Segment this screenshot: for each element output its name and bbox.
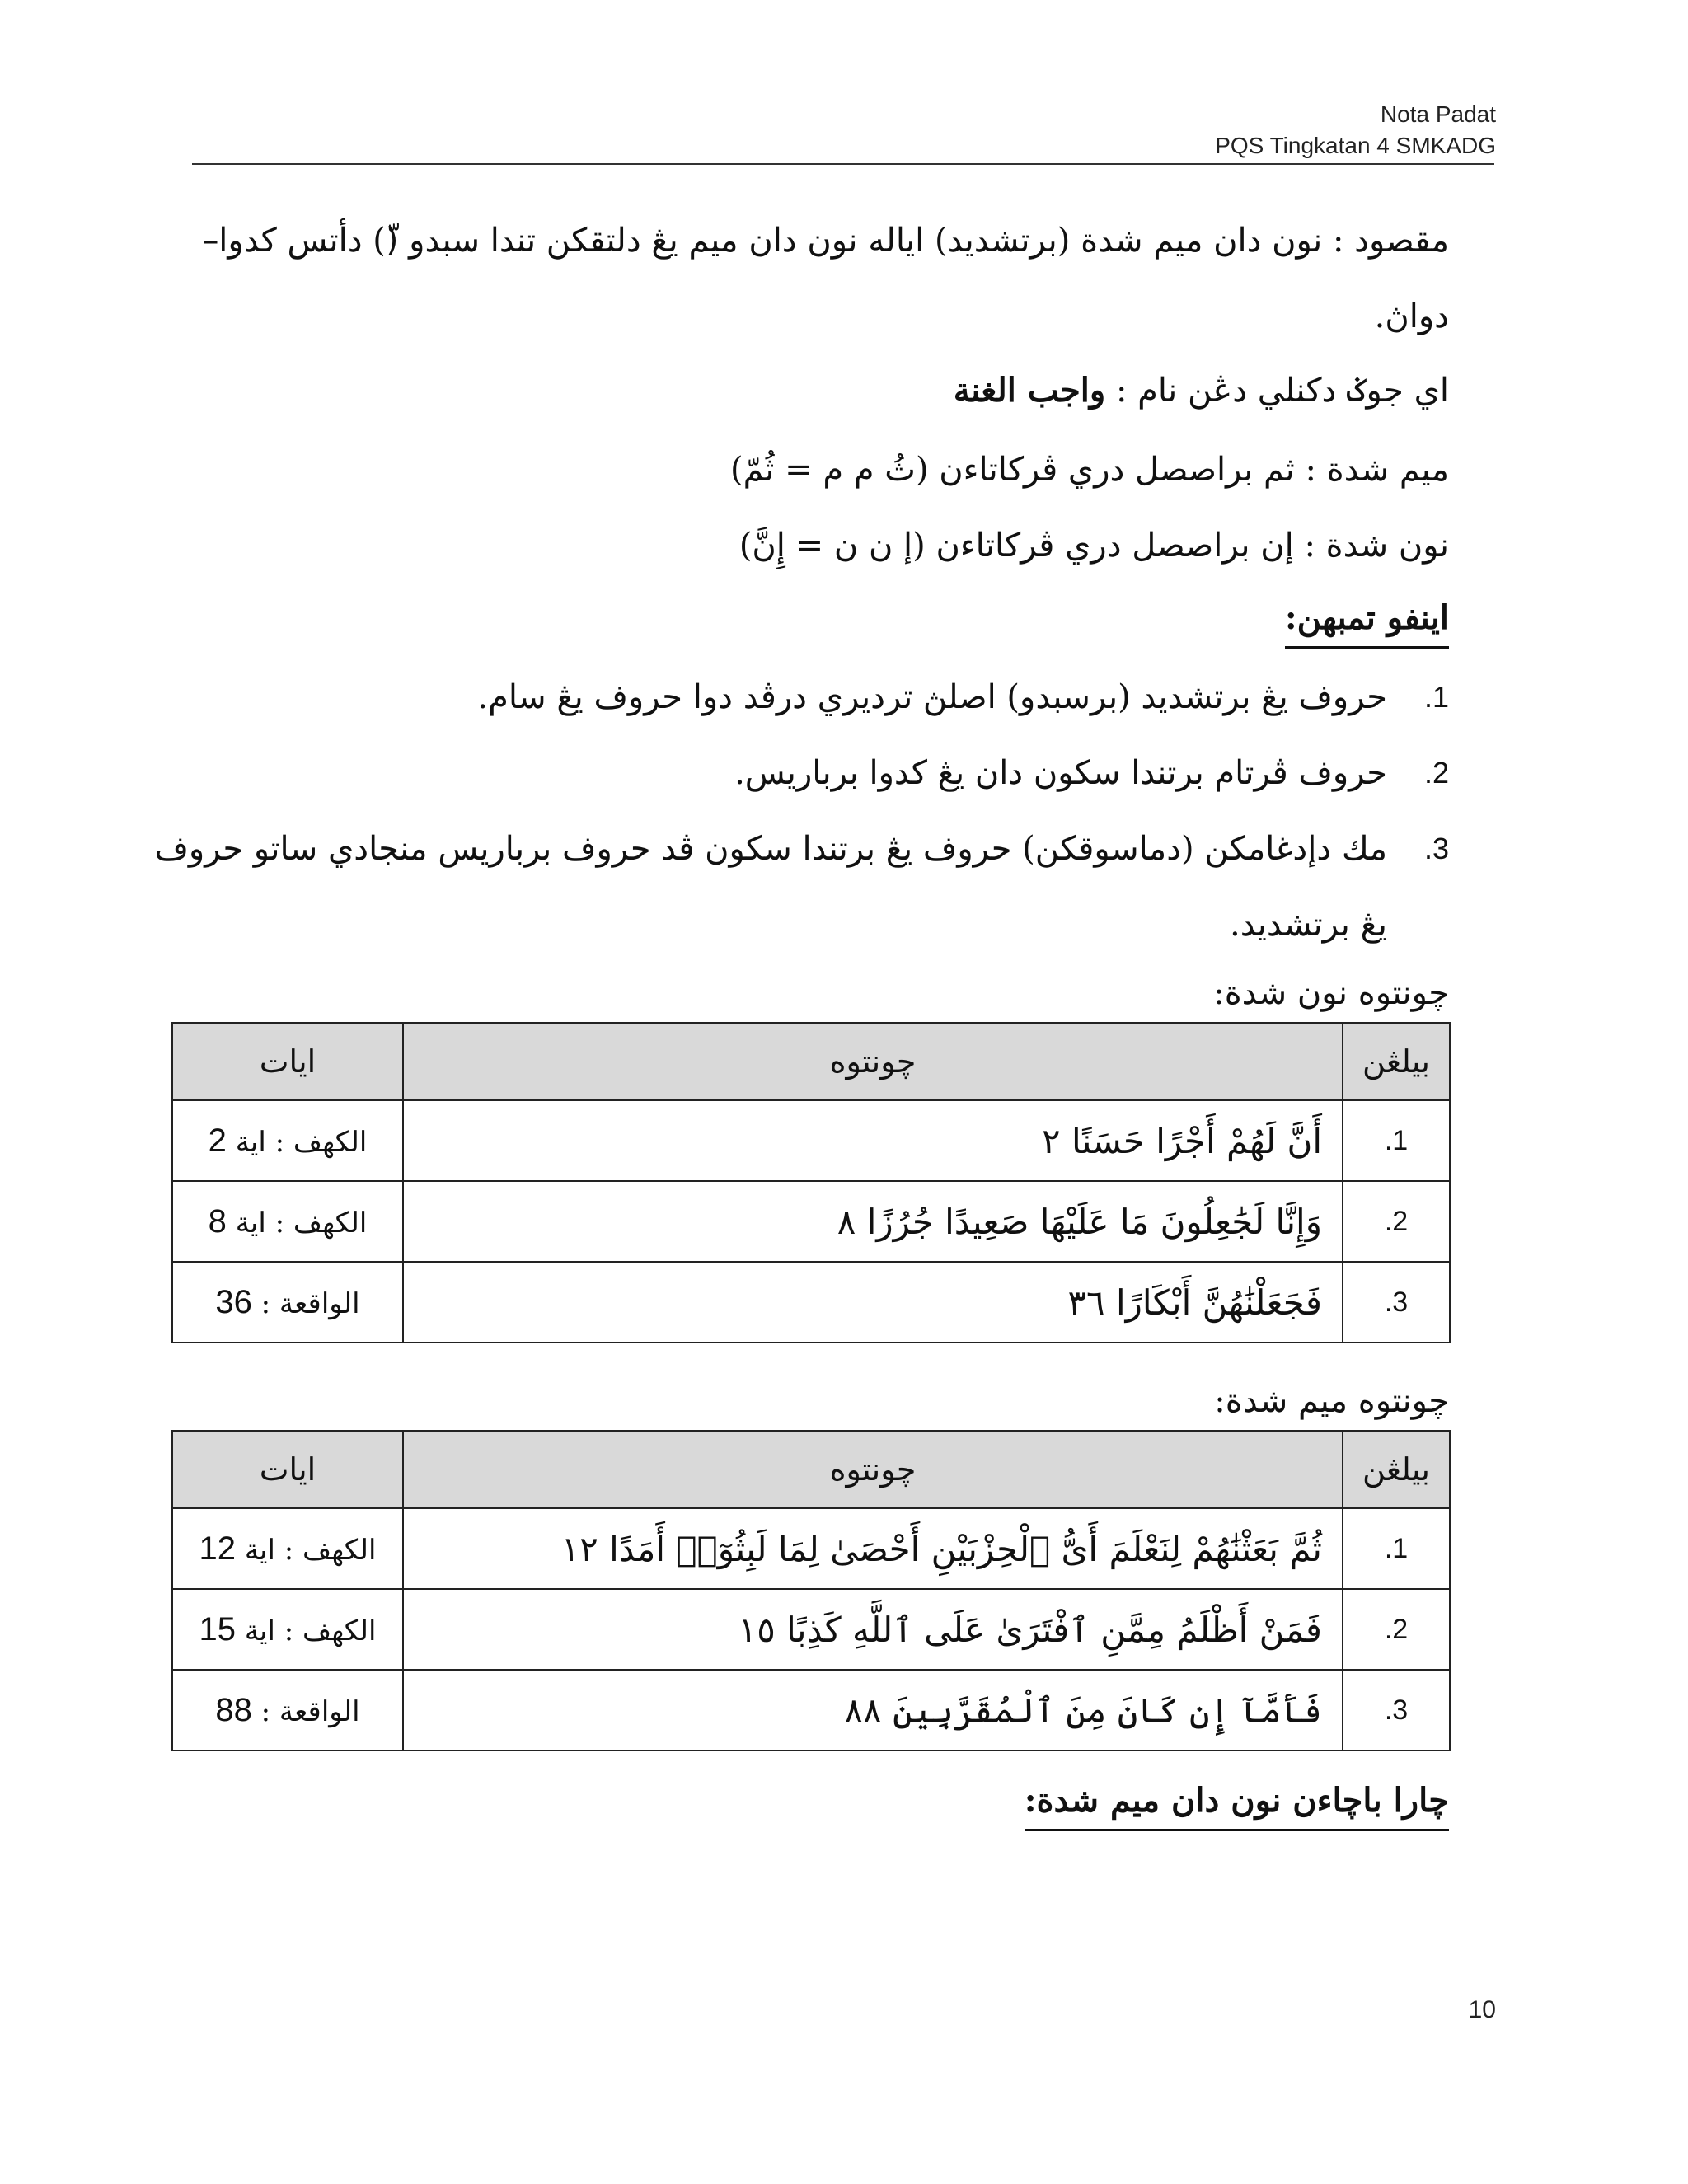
list-item-text: حروف يڠ برتشديد (برسبدو) اصلڽ ترديري درڤد دوا حروف يڠ سام. [477, 678, 1387, 716]
row-number: 3. [1343, 1670, 1450, 1750]
definition-paragraph: مقصود : نون دان ميم شدة (برتشديد) اياله نون دان ميم يڠ دلتقكن تندا سبدو (ّ) دأتس كدوا– دواڽ. [202, 222, 1449, 335]
reading-method-heading: چارا باچاءن نون دان ميم شدة: [1025, 1776, 1449, 1831]
verse-text: فَمَنْ أَظْلَمُ مِمَّنِ ٱفْتَرَىٰ عَلَى ٱللَّهِ كَذِبًا ١٥ [403, 1589, 1343, 1670]
verse-reference [172, 1508, 403, 1589]
list-item-text: حروف ڤرتام برتندا سكون دان يڠ كدوا برباريس. [734, 754, 1387, 792]
header-divider [192, 163, 1494, 165]
reference-surah: الكهف : اية [226, 1206, 368, 1240]
header-subtitle: PQS Tingkatan 4 SMKADG [1215, 133, 1496, 158]
row-number: 3. [1343, 1262, 1450, 1343]
nun-examples-table [171, 1022, 1451, 1343]
header-title: Nota Padat [1380, 101, 1496, 127]
info-list [147, 659, 1449, 963]
table-row [172, 1262, 1450, 1343]
reference-number: 15 [199, 1610, 237, 1647]
verse-text: ثُمَّ بَعَثْنَٰهُمْ لِنَعْلَمَ أَىُّ ٱلْحِزْبَيْنِ أَحْصَىٰ لِمَا لَبِثُوٓا۟ أَمَدًا ١٢ [403, 1508, 1343, 1589]
verse-text: فَأَمَّآ إِن كَانَ مِنَ ٱلْمُقَرَّبِينَ ٨٨ [403, 1670, 1343, 1750]
table-row [172, 1508, 1450, 1589]
known-as-prefix: اي جوݢ دكنلي دڠن نام : [1105, 372, 1449, 410]
table-header-row [172, 1431, 1450, 1508]
reference-surah: الكهف : اية [226, 1125, 368, 1159]
verse-text: فَجَعَلْنَٰهُنَّ أَبْكَارًا ٣٦ [403, 1262, 1343, 1343]
mim-examples-table [171, 1430, 1451, 1751]
header-number: بيلڠن [1343, 1023, 1450, 1100]
reference-surah: الواقعة : [251, 1286, 360, 1320]
verse-text: وَإِنَّا لَجَٰعِلُونَ مَا عَلَيْهَا صَعِيدًا جُرُزًا ٨ [403, 1181, 1343, 1262]
known-as-line [188, 353, 1449, 429]
header-reference: ايات [172, 1431, 403, 1508]
reference-number: 2 [208, 1122, 227, 1159]
page-number: 10 [1468, 1996, 1496, 2023]
nun-table-caption: چونتوه نون شدة: [1213, 974, 1449, 1012]
table-row [172, 1589, 1450, 1670]
mim-table-caption: چونتوه ميم شدة: [1214, 1382, 1449, 1420]
nun-origin-line: نون شدة : إن براصصل دري ڤركاتاءن (إ ن ن = إِنَّ) [738, 527, 1449, 565]
page-header [1215, 99, 1496, 162]
reference-surah: الكهف : اية [236, 1533, 377, 1567]
list-item-number: 3. [1423, 832, 1449, 865]
reference-number: 36 [215, 1283, 252, 1320]
table-row [172, 1181, 1450, 1262]
verse-reference [172, 1589, 403, 1670]
reference-number: 88 [215, 1691, 252, 1728]
header-reference: ايات [172, 1023, 403, 1100]
table-row [172, 1100, 1450, 1181]
row-number: 2. [1343, 1589, 1450, 1670]
reference-number: 8 [208, 1202, 227, 1240]
reference-surah: الواقعة : [251, 1694, 360, 1728]
list-item [147, 811, 1449, 963]
list-item [147, 735, 1449, 811]
reference-surah: الكهف : اية [236, 1614, 377, 1647]
list-item-text: مك دإدغامكن (دماسوقكن) حروف يڠ برتندا سكون ڤد حروف برباريس منجادي ساتو حروف يڠ برتشديد. [154, 830, 1387, 944]
header-number: بيلڠن [1343, 1431, 1450, 1508]
header-example: چونتوه [403, 1431, 1343, 1508]
verse-reference [172, 1670, 403, 1750]
table-header-row [172, 1023, 1450, 1100]
verse-reference [172, 1181, 403, 1262]
reference-number: 12 [199, 1530, 237, 1567]
verse-reference [172, 1262, 403, 1343]
verse-text: أَنَّ لَهُمْ أَجْرًا حَسَنًا ٢ [403, 1100, 1343, 1181]
row-number: 2. [1343, 1181, 1450, 1262]
list-item-number: 1. [1423, 680, 1449, 714]
verse-reference [172, 1100, 403, 1181]
list-item-number: 2. [1423, 756, 1449, 790]
info-heading: اينفو تمبهن: [1285, 593, 1449, 649]
row-number: 1. [1343, 1100, 1450, 1181]
row-number: 1. [1343, 1508, 1450, 1589]
table-row [172, 1670, 1450, 1750]
mim-origin-line: ميم شدة : ثم براصصل دري ڤركاتاءن (ثُ م م = ثُمّ) [730, 451, 1449, 489]
list-item [147, 659, 1449, 735]
known-as-term: واجب الغنة [953, 371, 1106, 410]
header-example: چونتوه [403, 1023, 1343, 1100]
